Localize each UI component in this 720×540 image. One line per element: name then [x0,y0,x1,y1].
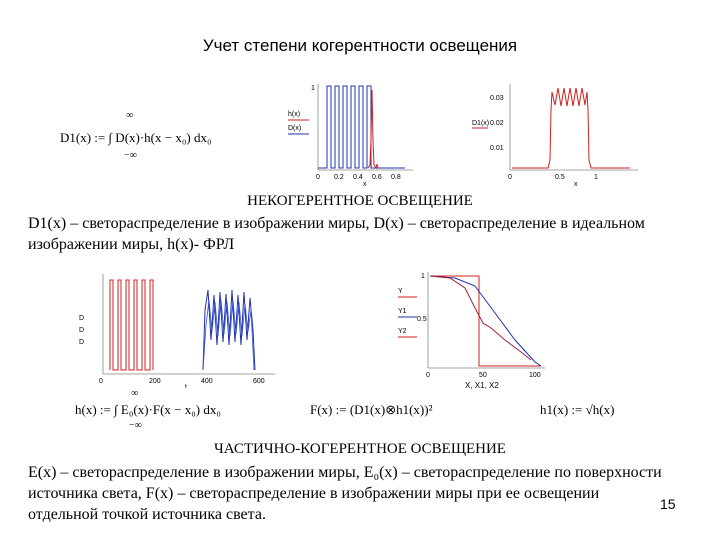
plot-b-curve [512,88,630,168]
description-incoherent: D1(x) – светораспределение в изображении миры, D(x) – светораспределение в идеальном изображении миры, h(x)- ФРЛ [28,215,645,253]
plot-d-y2-curve [430,276,531,360]
plot-d-xlabel: X, X1, X2 [465,381,499,390]
integral-upper-limit: ∞ [126,110,134,121]
plot-a-mira-curve [318,86,405,168]
integral-lower-limit: −∞ [129,420,142,431]
integral-formula-h [75,390,285,440]
plot-d-xtick: 50 [479,372,487,379]
plot-a-legend-h: h(x) [288,111,301,118]
plot-b-xtick: 0 [508,174,512,181]
plot-d-ytick: 1 [421,273,425,280]
plot-partial-coherent-waves [75,270,280,388]
plot-a-xtick: 0.2 [334,174,344,181]
plot-a-ytick: 1 [311,85,315,92]
plot-c-legend: D [79,315,85,322]
plot-b-ytick: 0.03 [490,95,504,102]
formula-f: F(x) := (D1(x)⊗h1(x))² [310,402,433,417]
formula-h: h(x) := ∫ E₀(x)·F(x − x₀) dx₀ [75,402,221,417]
plot-a-xtick: 0.4 [353,174,363,181]
plot-b-ytick: 0.02 [490,120,504,127]
plot-b-legend: D1(x) [472,120,490,127]
plot-c-legend: D [79,327,85,334]
plot-a-xtick: 0.8 [391,174,401,181]
plot-d-legend: Y [398,288,403,295]
plot-b-xtick: 1 [594,174,598,181]
description-partial-coherent: E(x) – светораспределение в изображении миры, E₀(x) – светораспределение по поверхности источника света, F(x) – светораспределение в изображении миры при ее освещении отдельной точкой источника света. [28,464,662,523]
plot-d-y-curve [430,276,541,366]
plot-d-legend: Y1 [398,308,407,315]
plot-d-ytick: 0.5 [417,316,427,323]
plot-b-xlabel: x [574,181,578,188]
plot-a-xtick: 0 [316,174,320,181]
plot-d-legend: Y2 [398,328,407,335]
plot-c-xtick: 600 [253,378,265,385]
plot-a-xlabel: x [363,181,367,188]
plot-edge-profiles [395,268,555,393]
plot-d-xtick: 0 [426,372,430,379]
plot-a-psf-curve [368,90,378,168]
plot-a-xtick: 0.6 [372,174,382,181]
heading-partial-coherent: ЧАСТИЧНО-КОГЕРЕНТНОЕ ОСВЕЩЕНИЕ [214,441,506,457]
plot-c-blue-wave [203,290,255,370]
plot-c-xlabel: t [185,384,187,388]
page-number: 15 [660,496,676,512]
plot-d-xtick: 100 [529,372,541,379]
plot-c-xtick: 400 [201,378,213,385]
plot-c-legend: D [79,339,85,346]
plot-mira-and-psf [285,80,420,188]
slide-title: Учет степени когерентности освещения [202,36,518,55]
integral-lower-limit: −∞ [124,150,137,161]
integral-formula-d1 [60,110,260,165]
integral-upper-limit: ∞ [131,388,139,399]
plot-b-ytick: 0.01 [490,145,504,152]
plot-c-xtick: 0 [99,378,103,385]
formula-d1: D1(x) := ∫ D(x)·h(x − x₀) dx₀ [60,130,212,145]
formula-h1: h1(x) := √h(x) [540,402,615,417]
plot-incoherent-image [470,80,645,188]
plot-d-y1-curve [430,276,541,366]
plot-a-legend-d: D(x) [288,125,302,132]
plot-b-xtick: 0.5 [555,174,565,181]
plot-c-xtick: 200 [149,378,161,385]
heading-incoherent: НЕКОГЕРЕНТНОЕ ОСВЕЩЕНИЕ [247,193,473,209]
plot-c-red-bars [110,280,153,370]
